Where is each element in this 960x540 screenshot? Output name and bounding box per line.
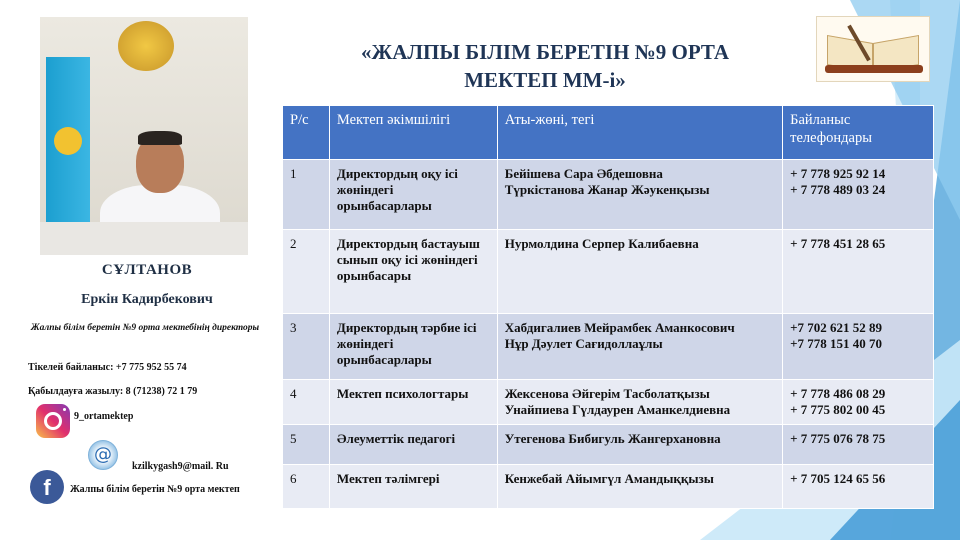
staff-name: Жексенова Әйгерім Тасболатқызы: [504, 386, 710, 401]
row-phones: [783, 314, 934, 380]
staff-phone[interactable]: +7 702 621 52 89: [790, 320, 883, 335]
staff-name: Нұр Дәулет Сағидоллаұлы: [504, 336, 663, 351]
table-row: [283, 425, 934, 465]
row-number: 3: [283, 314, 330, 380]
staff-phone[interactable]: + 7 778 451 28 65: [790, 236, 886, 251]
staff-phone[interactable]: + 7 705 124 65 56: [790, 471, 886, 486]
row-role: Әлеуметтік педагогі: [329, 425, 497, 465]
facebook-icon[interactable]: f: [30, 470, 64, 504]
table-header-row: [283, 106, 934, 160]
staff-name: Утегенова Бибигуль Жангерхановна: [504, 431, 721, 446]
mail-icon[interactable]: @: [88, 440, 118, 470]
title-line-2: МЕКТЕП ММ-і»: [464, 68, 626, 92]
header-role: Мектеп әкімшілігі: [329, 106, 497, 160]
row-phones: [783, 160, 934, 230]
header-number: Р/с: [283, 106, 330, 160]
direct-phone: Тікелей байланыс: +7 775 952 55 74: [28, 362, 187, 373]
staff-phone[interactable]: + 7 775 076 78 75: [790, 431, 886, 446]
row-number: 6: [283, 465, 330, 509]
staff-phone[interactable]: + 7 778 925 92 14: [790, 166, 886, 181]
director-fullname: Еркін Кадирбекович: [81, 292, 213, 307]
staff-phone[interactable]: +7 778 151 40 70: [790, 336, 883, 351]
table-row: [283, 314, 934, 380]
page-title: [300, 38, 790, 94]
staff-name: Нурмолдина Серпер Калибаевна: [504, 236, 699, 251]
row-phones: [783, 380, 934, 425]
row-names: [497, 380, 782, 425]
staff-name: Хабдигалиев Мейрамбек Аманкосович: [504, 320, 735, 335]
staff-name: Бейішева Сара Әбдешовна: [504, 166, 663, 181]
facebook-page[interactable]: Жалпы білім беретін №9 орта мектеп: [70, 484, 240, 495]
row-names: [497, 160, 782, 230]
table-row: [283, 465, 934, 509]
header-name: Аты-жөні, тегі: [497, 106, 782, 160]
row-names: [497, 230, 782, 314]
row-phones: [783, 465, 934, 509]
staff-name: Кенжебай Айымгүл Амандыққызы: [504, 471, 714, 486]
staff-phone[interactable]: + 7 778 489 03 24: [790, 182, 886, 197]
title-line-1: «ЖАЛПЫ БІЛІМ БЕРЕТІН №9 ОРТА: [360, 40, 730, 64]
row-number: 4: [283, 380, 330, 425]
row-role: Мектеп тәлімгері: [329, 465, 497, 509]
row-number: 2: [283, 230, 330, 314]
row-role: Директордың бастауыш сынып оқу ісі жөніндегі орынбасары: [329, 230, 497, 314]
row-number: 1: [283, 160, 330, 230]
row-role: Директордың тәрбие ісі жөніндегі орынбасарлары: [329, 314, 497, 380]
book-logo-icon: [816, 16, 930, 82]
state-emblem-icon: [118, 21, 174, 71]
administration-table: [282, 105, 934, 509]
instagram-icon[interactable]: [36, 404, 70, 438]
staff-phone[interactable]: + 7 775 802 00 45: [790, 402, 886, 417]
table-row: [283, 380, 934, 425]
email-address[interactable]: kzilkygash9@mail. Ru: [132, 461, 229, 472]
staff-name: Унайпиева Гүлдаурен Аманкелдиевна: [504, 402, 731, 417]
row-role: Мектеп психологтары: [329, 380, 497, 425]
row-phones: [783, 425, 934, 465]
director-surname: СҰЛТАНОВ: [101, 262, 193, 278]
row-names: [497, 314, 782, 380]
table-row: [283, 160, 934, 230]
instagram-handle[interactable]: 9_ortamektep: [74, 411, 134, 422]
row-role: Директордың оқу ісі жөніндегі орынбасарлары: [329, 160, 497, 230]
reception-phone: Қабылдауға жазылу: 8 (71238) 72 1 79: [28, 386, 198, 397]
row-number: 5: [283, 425, 330, 465]
director-position: Жалпы білім беретін №9 орта мектебінің директоры: [30, 323, 260, 333]
row-names: [497, 465, 782, 509]
staff-name: Түркістанова Жанар Жәукенқызы: [504, 182, 710, 197]
row-phones: [783, 230, 934, 314]
director-photo: [40, 17, 248, 255]
table-row: [283, 230, 934, 314]
row-names: [497, 425, 782, 465]
header-phone: Байланыс телефондары: [783, 106, 934, 160]
staff-phone[interactable]: + 7 778 486 08 29: [790, 386, 886, 401]
